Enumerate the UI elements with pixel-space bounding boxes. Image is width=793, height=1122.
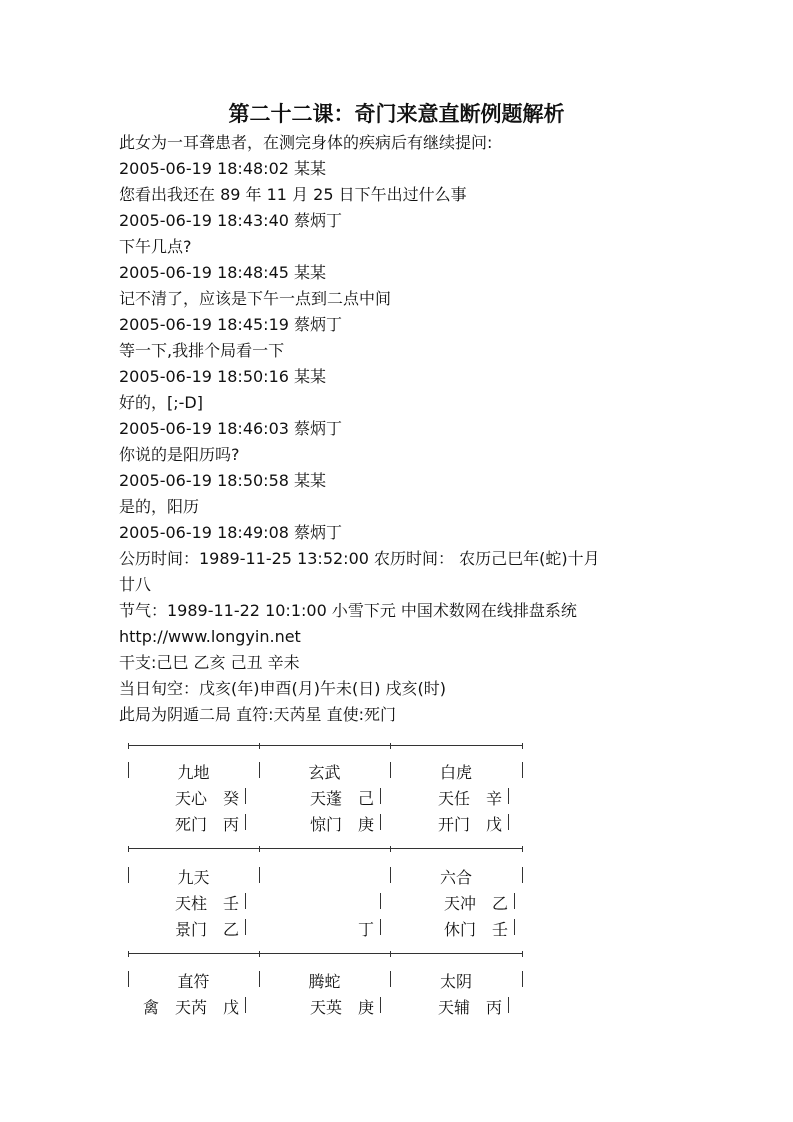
grid-divider <box>128 953 522 954</box>
grid-tick <box>390 743 391 749</box>
cell-god: 玄武 <box>308 763 341 782</box>
grid-bar <box>514 919 515 935</box>
text-line: 是的，阳历 <box>119 497 200 516</box>
cell-star: 天辅 丙 <box>437 998 502 1017</box>
grid-divider <box>128 745 522 746</box>
grid-tick <box>522 951 523 957</box>
cell-door: 休门 壬 <box>443 920 508 939</box>
page-title: 第二十二课：奇门来意直断例题解析 <box>228 102 565 126</box>
grid-tick <box>522 846 523 852</box>
text-line: 2005-06-19 18:49:08 蔡炳丁 <box>119 523 343 542</box>
cell-god: 九天 <box>177 868 210 887</box>
grid-bar <box>245 788 246 804</box>
cell-star: 天心 癸 <box>174 789 239 808</box>
grid-bar <box>245 997 246 1013</box>
grid-tick <box>259 743 260 749</box>
text-line: 公历时间：1989-11-25 13:52:00 农历时间： 农历己巳年(蛇)十月 <box>119 549 600 568</box>
text-line: 2005-06-19 18:43:40 蔡炳丁 <box>119 211 343 230</box>
cell-god: 太阴 <box>439 972 472 991</box>
text-line: 记不清了，应该是下午一点到二点中间 <box>119 289 392 308</box>
text-line: 等一下,我排个局看一下 <box>119 341 285 360</box>
text-line: 2005-06-19 18:48:02 某某 <box>119 159 327 178</box>
cell-star: 天任 辛 <box>437 789 502 808</box>
grid-tick <box>128 743 129 749</box>
grid-bar <box>245 893 246 909</box>
cell-door: 丁 <box>357 920 374 939</box>
grid-tick <box>128 951 129 957</box>
grid-bar <box>380 814 381 830</box>
cell-star: 天英 庚 <box>309 998 374 1017</box>
grid-bar <box>522 762 523 778</box>
text-line[interactable]: http://www.longyin.net <box>119 627 301 646</box>
grid-tick <box>128 846 129 852</box>
grid-tick <box>390 951 391 957</box>
text-line: 2005-06-19 18:50:16 某某 <box>119 367 327 386</box>
text-line: 下午几点? <box>119 237 192 256</box>
text-line: 2005-06-19 18:48:45 某某 <box>119 263 327 282</box>
text-line: 此局为阴遁二局 直符:天芮星 直使:死门 <box>119 705 396 724</box>
cell-star: 禽 天芮 戊 <box>142 998 239 1017</box>
conversation-text <box>119 130 679 728</box>
cell-god: 六合 <box>439 868 472 887</box>
grid-bar <box>514 893 515 909</box>
grid-tick <box>259 846 260 852</box>
grid-bar <box>508 814 509 830</box>
grid-bar <box>508 788 509 804</box>
text-line: 当日旬空：戊亥(年)申酉(月)午未(日) 戌亥(时) <box>119 679 447 698</box>
cell-star: 天冲 乙 <box>443 894 508 913</box>
cell-god: 腾蛇 <box>308 972 341 991</box>
text-line: 好的，[;-D] <box>119 393 203 412</box>
cell-door: 景门 乙 <box>174 920 239 939</box>
grid-bar <box>522 867 523 883</box>
grid-bar <box>380 788 381 804</box>
text-line: 2005-06-19 18:46:03 蔡炳丁 <box>119 419 343 438</box>
text-line: 干支:己巳 乙亥 己丑 辛未 <box>119 653 300 672</box>
text-line: 你说的是阳历吗? <box>119 445 240 464</box>
text-line: 您看出我还在 89 年 11 月 25 日下午出过什么事 <box>119 185 467 204</box>
cell-star: 天柱 壬 <box>174 894 239 913</box>
text-line: 节气：1989-11-22 10:1:00 小雪下元 中国术数网在线排盘系统 <box>119 601 577 620</box>
cell-god: 白虎 <box>439 763 472 782</box>
grid-bar <box>508 997 509 1013</box>
text-line: 此女为一耳聋患者，在测完身体的疾病后有继续提问: <box>119 133 493 152</box>
grid-bar <box>380 997 381 1013</box>
cell-door: 死门 丙 <box>174 815 239 834</box>
text-line: 2005-06-19 18:50:58 某某 <box>119 471 327 490</box>
cell-door: 开门 戊 <box>437 815 502 834</box>
text-line: 廿八 <box>119 575 152 594</box>
text-line: 2005-06-19 18:45:19 蔡炳丁 <box>119 315 343 334</box>
grid-bar <box>380 893 381 909</box>
cell-star: 天蓬 己 <box>309 789 374 808</box>
cell-god: 九地 <box>177 763 210 782</box>
grid-tick <box>522 743 523 749</box>
grid-tick <box>390 846 391 852</box>
grid-bar <box>522 971 523 987</box>
grid-bar <box>245 814 246 830</box>
cell-god: 直符 <box>177 972 210 991</box>
grid-bar <box>245 919 246 935</box>
cell-door: 惊门 庚 <box>309 815 374 834</box>
grid-bar <box>380 919 381 935</box>
grid-tick <box>259 951 260 957</box>
grid-bar <box>259 867 260 883</box>
grid-divider <box>128 848 522 849</box>
